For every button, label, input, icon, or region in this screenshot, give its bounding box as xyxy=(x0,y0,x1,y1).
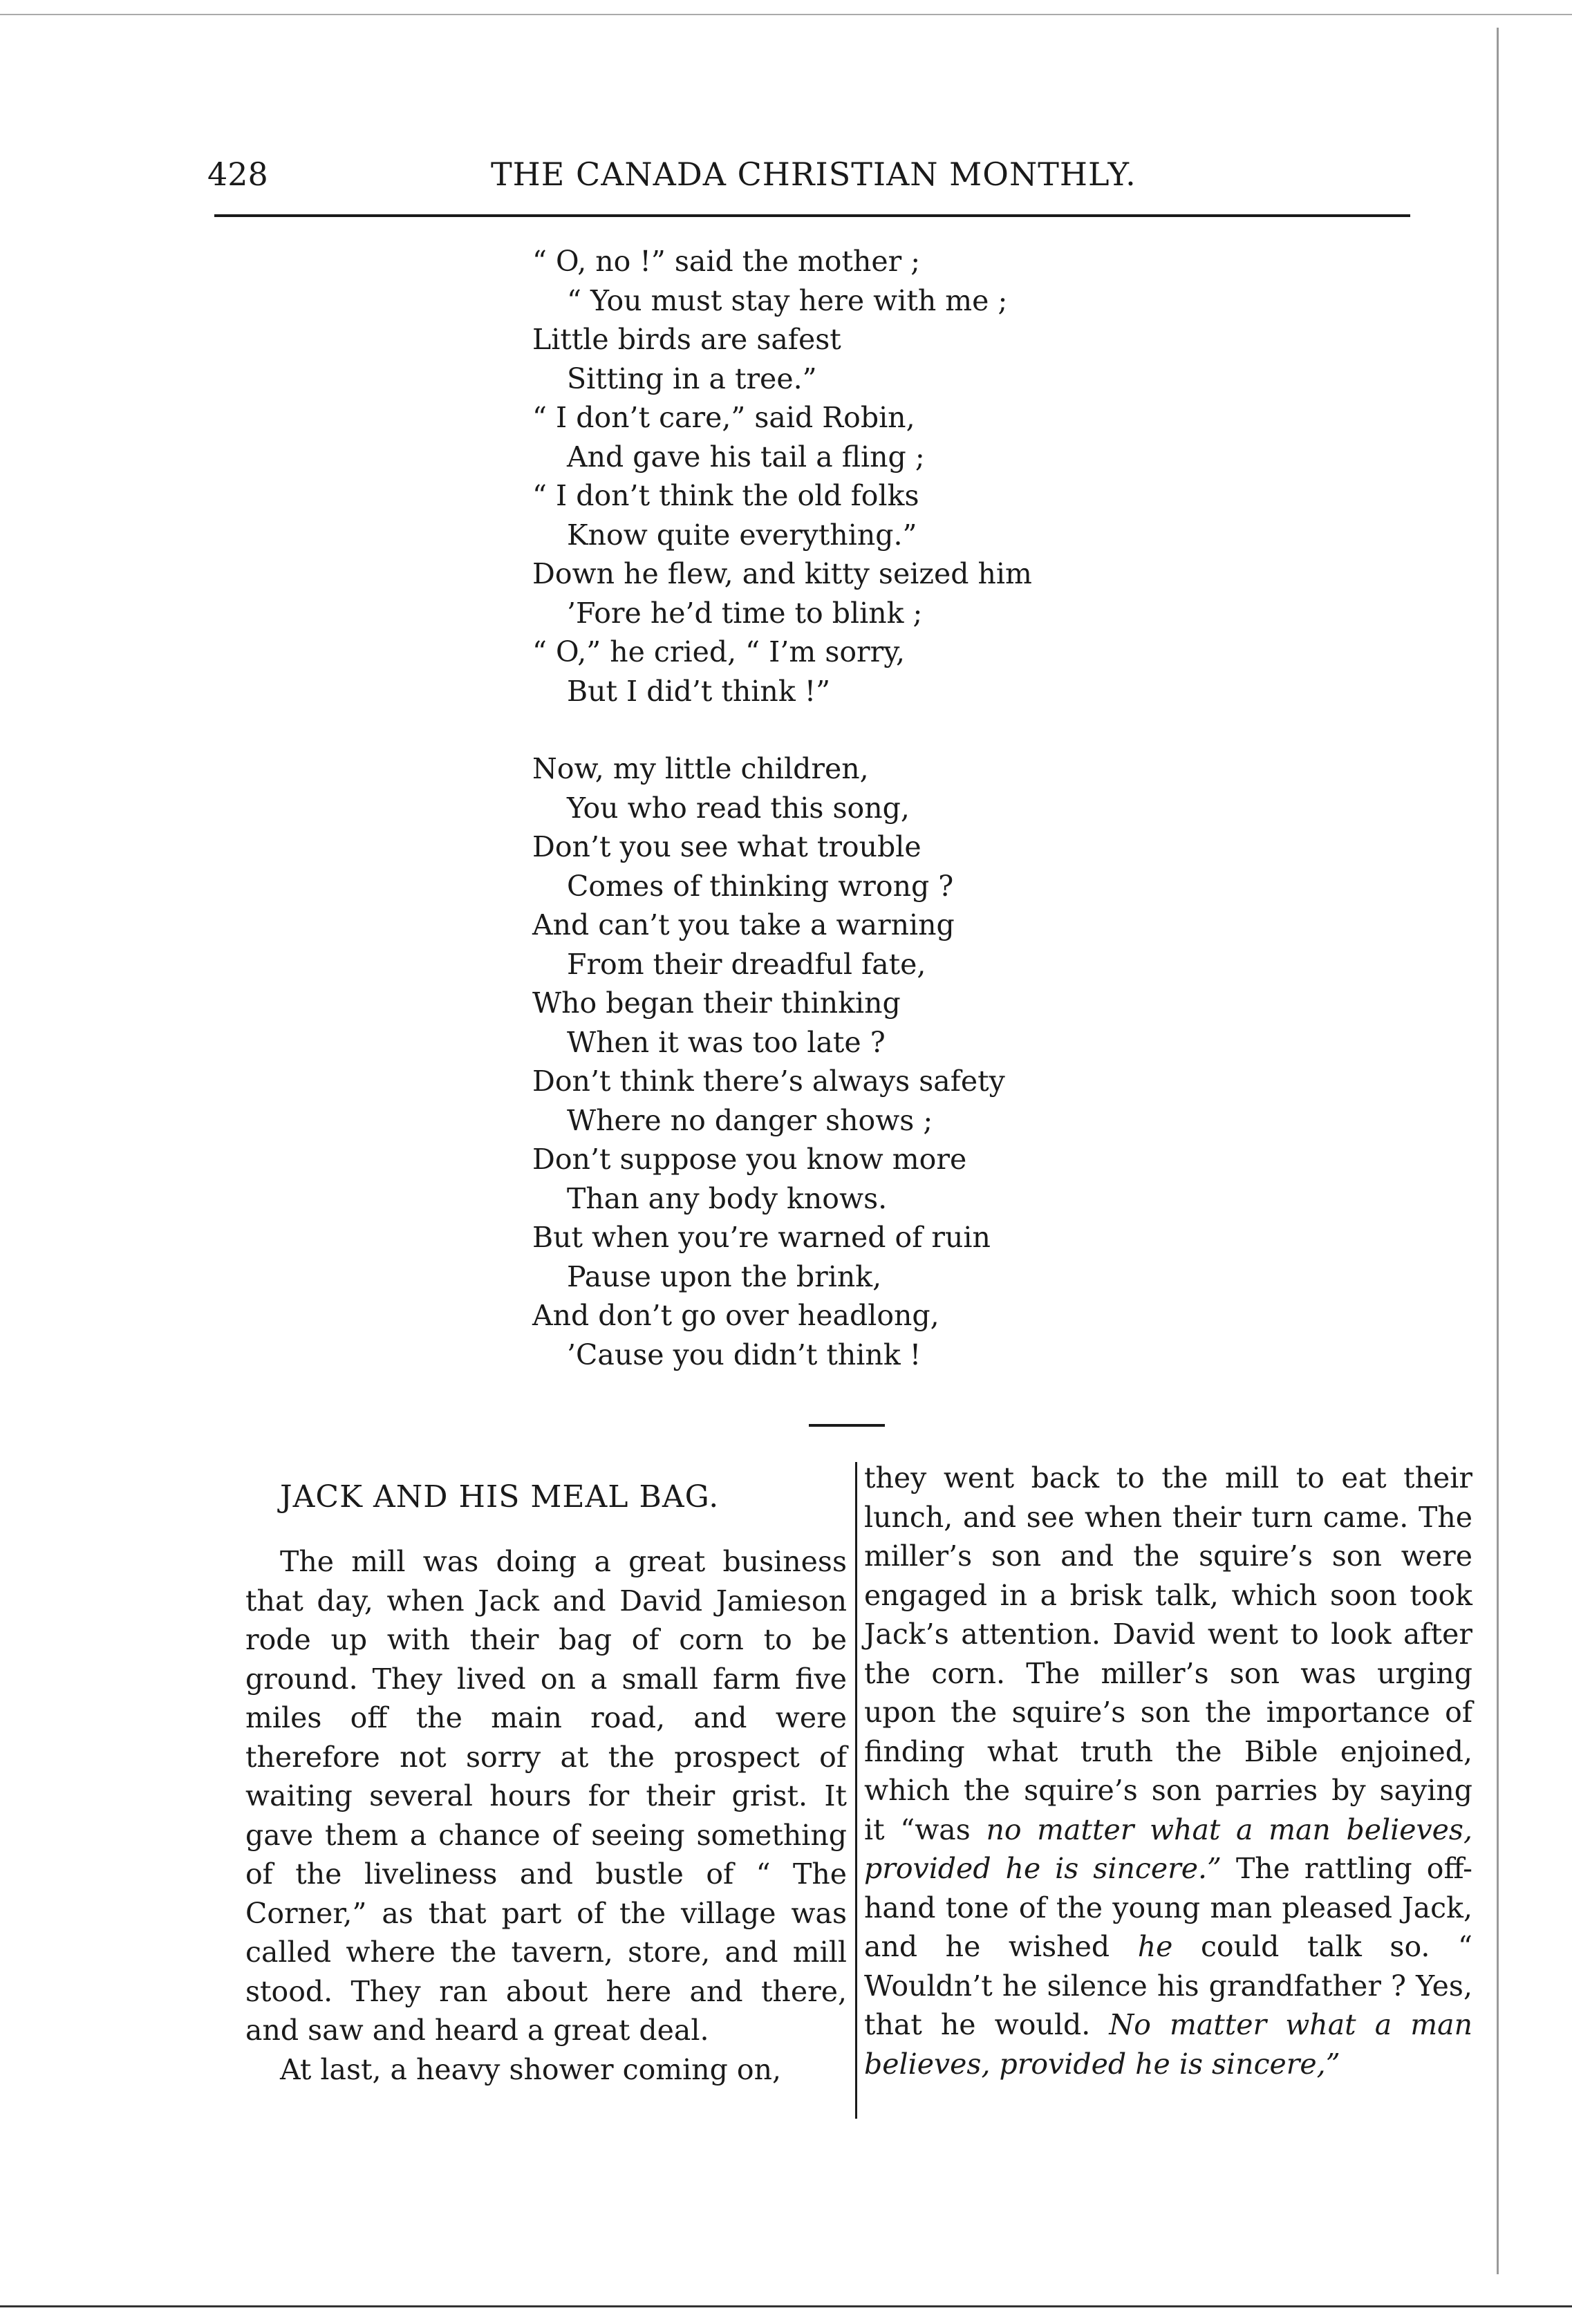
poem-line: Little birds are safest xyxy=(532,323,841,356)
poem-line: Comes of thinking wrong ? xyxy=(567,869,954,903)
poem-line: “ I don’t care,” said Robin, xyxy=(532,401,915,434)
poem-line: From their dreadful fate, xyxy=(567,947,926,981)
article-text: The rattling off-hand tone of the young man pleased Jack, and he wished xyxy=(864,1852,1472,1963)
poem-line: “ O,” he cried, “ I’m sorry, xyxy=(532,635,905,668)
poem-line: “ I don’t think the old folks xyxy=(532,479,919,512)
poem-line: And gave his tail a fling ; xyxy=(567,440,925,474)
column-divider xyxy=(855,1462,857,2119)
poem-line: “ O, no !” said the mother ; xyxy=(532,245,921,278)
poem-line: “ You must stay here with me ; xyxy=(567,283,1008,317)
poem-line: ’Cause you didn’t think ! xyxy=(567,1338,921,1371)
poem-line: Than any body knows. xyxy=(567,1181,888,1215)
poem-line: Don’t suppose you know more xyxy=(532,1143,967,1176)
poem-line: But when you’re warned of ruin xyxy=(532,1221,991,1254)
article-italic-text: No matter what a man believes, provided he is sincere,” xyxy=(864,2008,1472,2081)
article-paragraph: The mill was doing a great business that day, when Jack and David Jamieson rode up with their bag of corn to be ground. They lived on a small farm five miles off the main road, and were therefore not sorry at the prospect of waiting several hours for their grist. It gave them a chance of seeing something of the liveliness and bustle of “ The Corner,” as that part of the village was called where the tavern, store, and mill stood. They ran about here and there, and saw and heard a great deal. xyxy=(245,1545,847,2047)
poem-line: Sitting in a tree.” xyxy=(567,362,817,395)
bottom-edge-rule xyxy=(0,2305,1572,2307)
poem xyxy=(532,242,1154,1374)
poem-line: ’Fore he’d time to blink ; xyxy=(567,596,923,630)
poem-line: Down he flew, and kitty seized him xyxy=(532,557,1032,590)
article-left-column xyxy=(245,1479,847,2089)
poem-line: Pause upon the brink, xyxy=(567,1259,882,1293)
stanza-gap xyxy=(532,711,1154,749)
poem-line: You who read this song, xyxy=(567,791,910,825)
running-head: THE CANADA CHRISTIAN MONTHLY. xyxy=(491,156,1136,193)
right-margin-rule xyxy=(1497,28,1499,2274)
poem-line: Who began their thinking xyxy=(532,986,901,1020)
poem-line: But I did’t think !” xyxy=(567,674,831,708)
article-text: could talk so. “ Wouldn’t he silence his grandfather ? Yes, that he would. xyxy=(864,1930,1472,2041)
poem-line: Know quite everything.” xyxy=(567,518,917,552)
article-text: they went back to the mill to eat their lunch, and see when their turn came. The miller’s son and the squire’s son were engaged in a brisk talk, which soon took Jack’s attention. David went to look after the corn. The miller’s son was urging upon the squire’s son the importance of finding what truth the Bible enjoined, which the squire’s son parries by saying it “was xyxy=(864,1461,1472,1846)
poem-line: And can’t you take a warning xyxy=(532,908,955,941)
article-italic-text: he xyxy=(1137,1930,1173,1963)
top-edge-rule xyxy=(0,14,1572,15)
poem-line: Where no danger shows ; xyxy=(567,1103,933,1137)
section-divider xyxy=(809,1424,885,1427)
article-paragraph xyxy=(864,1459,1472,2083)
article-title: JACK AND HIS MEAL BAG. xyxy=(280,1479,720,1515)
page-number: 428 xyxy=(207,156,268,193)
article-paragraph: At last, a heavy shower coming on, xyxy=(280,2052,782,2086)
poem-line: When it was too late ? xyxy=(567,1025,886,1059)
poem-stanza-1 xyxy=(532,242,1154,711)
article-italic-text: no matter what a man believes, provided he is sincere.” xyxy=(864,1812,1472,1885)
article-right-column xyxy=(864,1459,1472,2083)
poem-line: Don’t think there’s always safety xyxy=(532,1065,1005,1098)
poem-stanza-2 xyxy=(532,749,1154,1374)
poem-line: Don’t you see what trouble xyxy=(532,830,921,863)
page-header xyxy=(207,149,1403,197)
header-rule xyxy=(214,214,1410,217)
poem-line: Now, my little children, xyxy=(532,752,869,785)
poem-line: And don’t go over headlong, xyxy=(532,1299,939,1332)
